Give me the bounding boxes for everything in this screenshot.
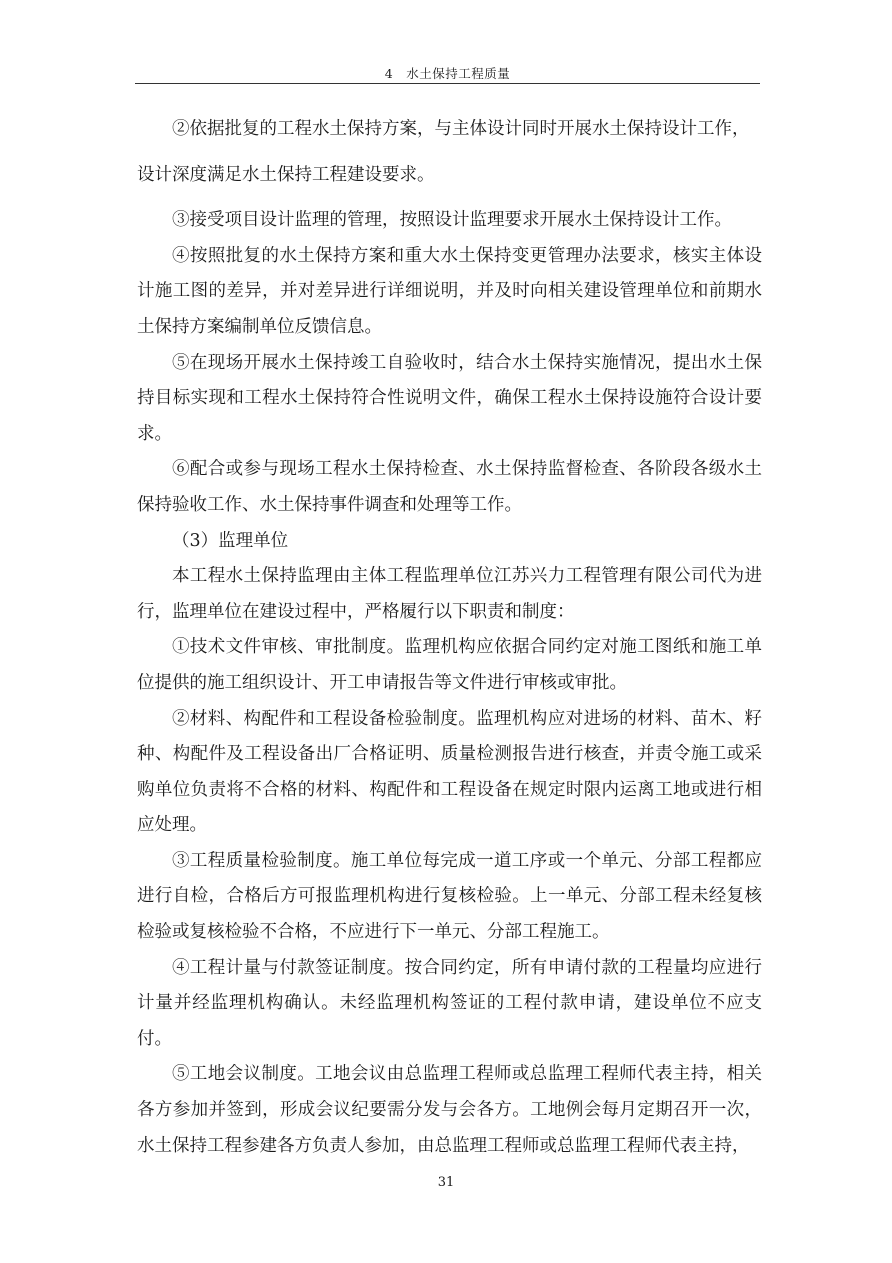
paragraph-design-2-line1: ②依据批复的工程水土保持方案，与主体设计同时开展水土保持设计工作， bbox=[172, 119, 750, 139]
page-number: 31 bbox=[437, 1175, 455, 1190]
paragraph-design-2-line2: 设计深度满足水土保持工程建设要求。 bbox=[137, 164, 435, 185]
paragraph-supervision-intro: 本工程水土保持监理由主体工程监理单位江苏兴力工程管理有限公司代为进行，监理单位在建设过程中，严格履行以下职责和制度： bbox=[137, 566, 762, 622]
paragraph-design-5: ⑤在现场开展水土保持竣工自验收时，结合水土保持实施情况，提出水土保持目标实现和工程水土保持符合性说明文件，确保工程水土保持设施符合设计要求。 bbox=[137, 352, 762, 444]
paragraph-design-4: ④按照批复的水土保持方案和重大水土保持变更管理办法要求，核实主体设计施工图的差异，并对差异进行详细说明，并及时向相关建设管理单位和前期水土保持方案编制单位反馈信息。 bbox=[137, 245, 762, 337]
paragraph-design-2 bbox=[137, 112, 762, 193]
paragraph-supervision-4: ④工程计量与付款签证制度。按合同约定，所有申请付款的工程量均应进行计量并经监理机构确认。未经监理机构签证的工程付款申请，建设单位不应支付。 bbox=[137, 957, 762, 1049]
paragraph-design-3: ③接受项目设计监理的管理，按照设计监理要求开展水土保持设计工作。 bbox=[172, 210, 732, 231]
paragraph-supervision-2: ②材料、构配件和工程设备检验制度。监理机构应对进场的材料、苗木、籽种、构配件及工程设备出厂合格证明、质量检测报告进行核查，并责令施工或采购单位负责将不合格的材料、构配件和工程设备在规定时限内运离工地或进行相应处理。 bbox=[137, 708, 762, 836]
document-body bbox=[137, 112, 762, 1164]
paragraph-design-6: ⑥配合或参与现场工程水土保持检查、水土保持监督检查、各阶段各级水土保持验收工作、水土保持事件调查和处理等工作。 bbox=[137, 459, 762, 515]
paragraph-supervision-5: ⑤工地会议制度。工地会议由总监理工程师或总监理工程师代表主持，相关各方参加并签到，形成会议纪要需分发与会各方。工地例会每月定期召开一次，水土保持工程参建各方负责人参加，由总监理工程师或总监理工程师代表主持， bbox=[137, 1064, 762, 1156]
section-heading-supervision: （3）监理单位 bbox=[172, 530, 289, 551]
paragraph-supervision-3: ③工程质量检验制度。施工单位每完成一道工序或一个单元、分部工程都应进行自检，合格后方可报监理机构进行复核检验。上一单元、分部工程未经复核检验或复核检验不合格，不应进行下一单元、分部工程施工。 bbox=[137, 850, 762, 943]
paragraph-supervision-1: ①技术文件审核、审批制度。监理机构应依据合同约定对施工图纸和施工单位提供的施工组织设计、开工申请报告等文件进行审核或审批。 bbox=[137, 637, 762, 693]
running-header: 4 水土保持工程质量 bbox=[384, 66, 511, 81]
header-divider bbox=[135, 83, 760, 84]
